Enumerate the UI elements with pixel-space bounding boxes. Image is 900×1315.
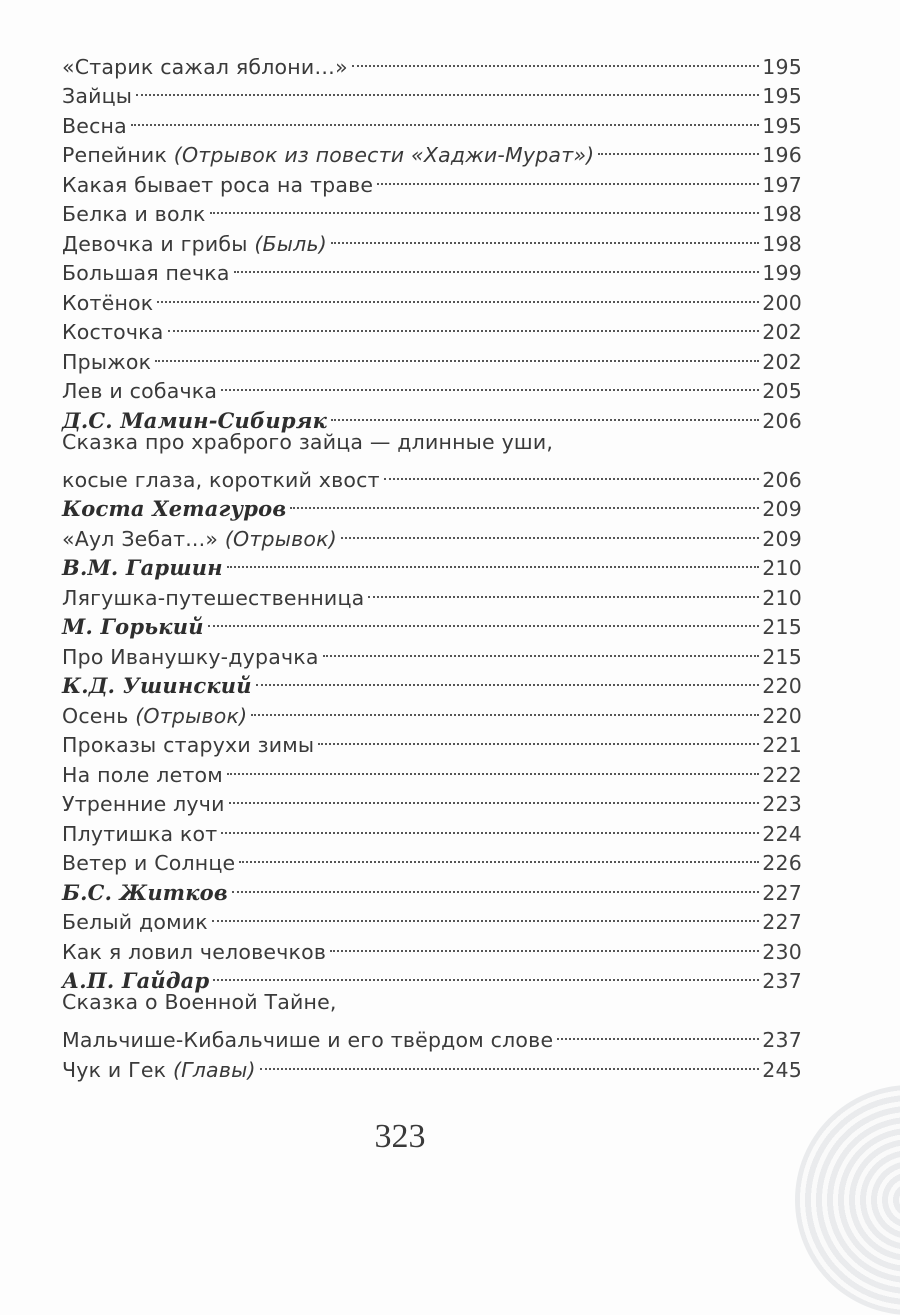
- entry-page-number: 209: [762, 497, 802, 521]
- dot-leader: [131, 103, 759, 133]
- entry-page-number: 195: [762, 113, 802, 138]
- entry-page-number: 205: [762, 379, 802, 403]
- dot-leader: [341, 516, 759, 546]
- entry-page-number: 210: [762, 556, 802, 580]
- entry-page-number: 196: [762, 143, 802, 167]
- dot-leader: [557, 1018, 759, 1048]
- dot-leader: [239, 841, 759, 871]
- dot-leader: [136, 74, 759, 104]
- entry-title: Белый домик: [62, 910, 208, 934]
- toc-entry[interactable]: [62, 280, 802, 315]
- dot-leader: [213, 959, 759, 989]
- entry-title: Утренние лучи: [62, 792, 225, 816]
- dot-leader: [221, 811, 759, 841]
- entry-title: Осень (Отрывок): [62, 703, 248, 728]
- toc-entry[interactable]: [62, 44, 802, 79]
- entry-page-number: 198: [762, 231, 802, 256]
- entry-title-line1: Сказка про храброго зайца — длинные уши,: [62, 429, 554, 454]
- entry-page-number: 215: [762, 615, 802, 639]
- dot-leader: [157, 280, 759, 310]
- author-name: К.Д. Ушинский: [62, 673, 252, 698]
- dot-leader: [331, 398, 759, 428]
- dot-leader: [212, 900, 759, 930]
- entry-title: Котёнок: [62, 290, 154, 315]
- toc-entry[interactable]: [62, 133, 802, 167]
- author-name: В.М. Гаршин: [62, 555, 223, 580]
- dot-leader: [352, 44, 759, 74]
- dot-leader: [290, 487, 759, 517]
- dot-leader: [234, 251, 760, 281]
- entry-title: Ветер и Солнце: [62, 851, 236, 875]
- dot-leader: [155, 339, 759, 369]
- table-of-contents: [62, 44, 802, 1082]
- entry-page-number: 237: [762, 969, 802, 993]
- dot-leader: [331, 221, 759, 251]
- entry-title: Лев и собачка: [62, 379, 218, 403]
- author-name: Д.С. Мамин-Сибиряк: [62, 407, 328, 433]
- dot-leader: [229, 782, 760, 812]
- entry-page-number: 220: [762, 674, 802, 698]
- entry-title: Лягушка-путешественница: [62, 585, 365, 610]
- entry-title: «Аул Зебат...» (Отрывок): [62, 526, 337, 551]
- concentric-rings-ornament-icon: [795, 1085, 900, 1315]
- entry-title: Девочка и грибы (Быль): [62, 231, 327, 256]
- entry-title: Как я ловил человечков: [62, 939, 327, 964]
- entry-page-number: 195: [762, 84, 802, 108]
- author-name: М. Горький: [62, 614, 204, 639]
- entry-page-number: 230: [762, 939, 802, 964]
- entry-page-number: 227: [762, 880, 802, 905]
- entry-page-number: 215: [762, 644, 802, 669]
- author-name: Б.С. Житков: [62, 879, 228, 905]
- dot-leader: [260, 1047, 760, 1077]
- entry-title: Весна: [62, 113, 127, 138]
- toc-entry[interactable]: [62, 310, 802, 344]
- toc-entry-line1[interactable]: [62, 428, 802, 458]
- entry-title: Мальчише-Кибальчише и его твёрдом слове: [62, 1028, 554, 1052]
- toc-entry-line1[interactable]: [62, 988, 802, 1018]
- entry-page-number: 226: [762, 851, 802, 875]
- entry-title: Какая бывает роса на траве: [62, 172, 374, 197]
- dot-leader: [330, 929, 759, 959]
- entry-page-number: 222: [762, 762, 802, 787]
- dot-leader: [168, 310, 760, 340]
- entry-page-number: 221: [762, 733, 802, 757]
- dot-leader: [368, 575, 759, 605]
- entry-title: косые глаза, короткий хвост: [62, 467, 380, 492]
- entry-title: Зайцы: [62, 84, 133, 108]
- dot-leader: [208, 605, 760, 635]
- dot-leader: [232, 870, 759, 900]
- entry-title: Белка и волк: [62, 202, 206, 226]
- dot-leader: [221, 369, 759, 399]
- entry-title: На поле летом: [62, 762, 223, 787]
- entry-page-number: 197: [762, 172, 802, 197]
- entry-title: Плутишка кот: [62, 821, 218, 846]
- entry-page-number: 202: [762, 349, 802, 374]
- toc-entry[interactable]: [62, 103, 802, 138]
- entry-page-number: 200: [762, 290, 802, 315]
- toc-entry[interactable]: [62, 1018, 802, 1052]
- dot-leader: [377, 162, 759, 192]
- entry-page-number: 223: [762, 792, 802, 816]
- dot-leader: [323, 634, 760, 664]
- entry-page-number: 237: [762, 1028, 802, 1052]
- dot-leader: [384, 457, 759, 487]
- entry-title: Проказы старухи зимы: [62, 733, 315, 757]
- toc-entry[interactable]: [62, 457, 802, 492]
- entry-page-number: 227: [762, 910, 802, 934]
- page-number: 323: [374, 1118, 426, 1155]
- dot-leader: [210, 192, 760, 222]
- dot-leader: [256, 664, 760, 694]
- dot-leader: [318, 723, 759, 753]
- entry-title: «Старик сажал яблони…»: [62, 54, 348, 79]
- entry-title: Большая печка: [62, 261, 230, 285]
- entry-page-number: 195: [762, 54, 802, 79]
- dot-leader: [598, 133, 759, 163]
- entry-page-number: 209: [762, 526, 802, 551]
- dot-leader: [227, 546, 760, 576]
- entry-page-number: 199: [762, 261, 802, 285]
- entry-page-number: 220: [762, 703, 802, 728]
- entry-page-number: 210: [762, 585, 802, 610]
- entry-page-number: 198: [762, 202, 802, 226]
- entry-title: Чук и Гек (Главы): [62, 1057, 256, 1082]
- dot-leader: [251, 693, 759, 723]
- entry-page-number: 245: [762, 1057, 802, 1082]
- author-name: А.П. Гайдар: [62, 968, 210, 993]
- author-name: Коста Хетагуров: [62, 496, 287, 521]
- toc-entry[interactable]: [62, 339, 802, 374]
- entry-title-line1: Сказка о Военной Тайне,: [62, 990, 337, 1014]
- dot-leader: [227, 752, 759, 782]
- entry-page-number: 206: [762, 408, 802, 433]
- entry-page-number: 206: [762, 467, 802, 492]
- entry-page-number: 202: [762, 320, 802, 344]
- entry-title: Про Иванушку-дурачка: [62, 644, 319, 669]
- toc-entry[interactable]: [62, 369, 802, 403]
- toc-entry[interactable]: [62, 74, 802, 108]
- entry-title: Косточка: [62, 320, 164, 344]
- entry-title: Прыжок: [62, 349, 152, 374]
- entry-page-number: 224: [762, 821, 802, 846]
- entry-title: Репейник (Отрывок из повести «Хаджи-Мурат»): [62, 143, 595, 167]
